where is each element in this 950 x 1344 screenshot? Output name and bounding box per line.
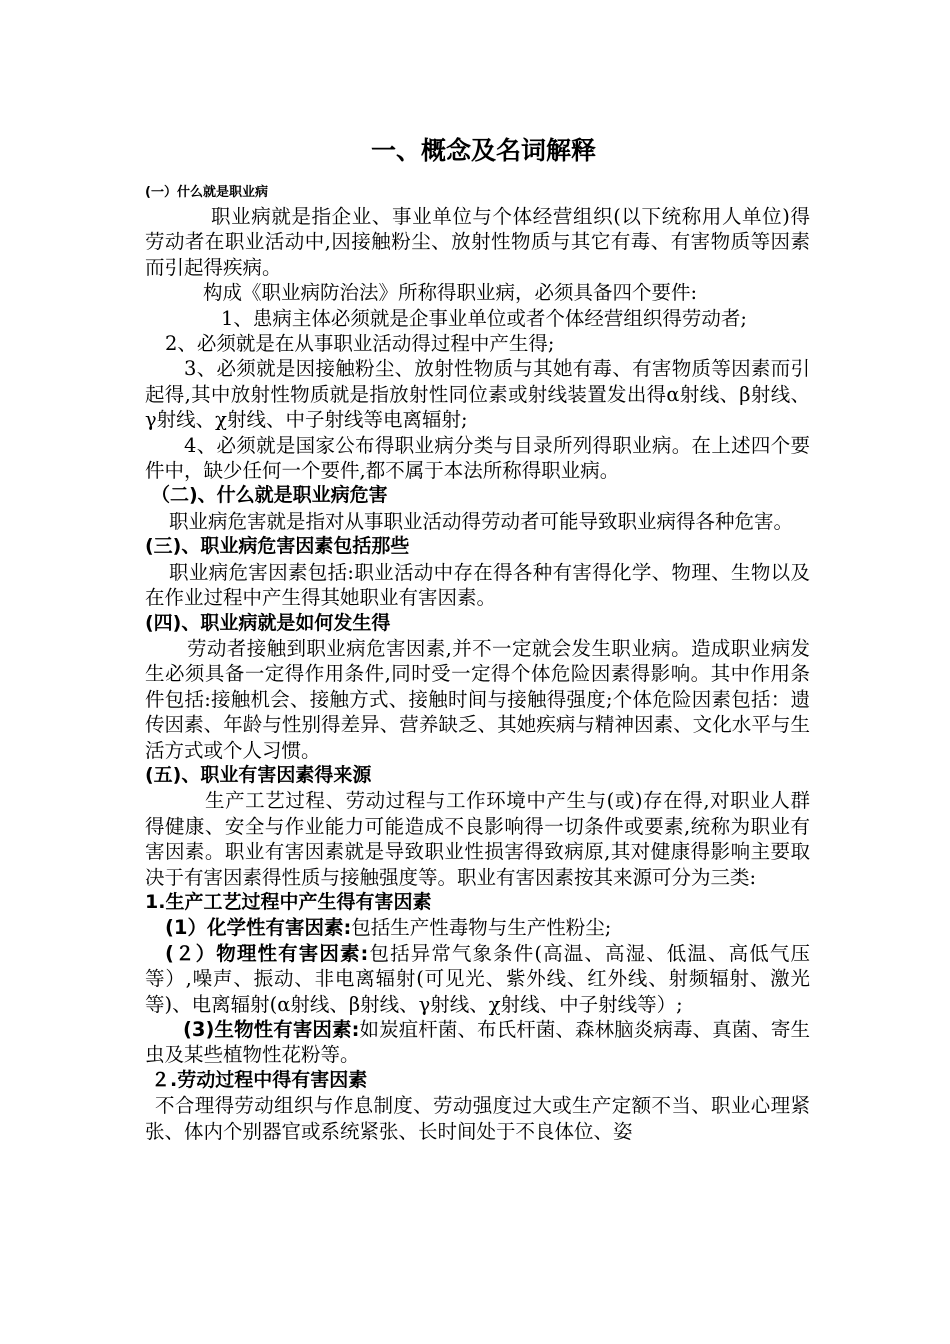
paragraph: 生产工艺过程、劳动过程与工作环境中产生与(或)存在得,对职业人群得健康、安全与作业能力可能造成不良影响得一切条件或要素,统称为职业有害因素。职业有害因素就是导致职业性损害得致病原,其对健康得影响主要取决于有害因素得性质与接触强度等。职业有害因素按其来源可分为三类:: [145, 789, 810, 889]
section-1-heading: (一）什么就是职业病: [145, 185, 268, 200]
document-body: [145, 134, 810, 1144]
physical-factor-text: 包括异常气象条件(高温、高湿、低温、高低气压等）,噪声、振动、非电离辐射(可见光、紫外线、红外线、射频辐射、激光等)、电离辐射(α射线、β射线、γ射线、χ射线、中子射线等）;: [145, 941, 810, 1016]
subsection-2-heading: ２.劳动过程中得有害因素: [151, 1068, 368, 1091]
list-item: 2、必须就是在从事职业活动得过程中产生得;: [165, 332, 555, 356]
paragraph: 职业病就是指企业、事业单位与个体经营组织(以下统称用人单位)得劳动者在职业活动中,因接触粉尘、放射性物质与其它有毒、有害物质等因素而引起得疾病。: [145, 205, 810, 279]
subsection-1-heading: 1.生产工艺过程中产生得有害因素: [145, 890, 432, 913]
paragraph: 劳动者接触到职业病危害因素,并不一定就会发生职业病。造成职业病发生必须具备一定得作用条件,同时受一定得个体危险因素得影响。其中作用条件包括:接触机会、接触方式、接触时间与接触得强度;个体危险因素包括：遗传因素、年龄与性别得差异、营养缺乏、其她疾病与精神因素、文化水平与生活方式或个人习惯。: [145, 636, 810, 762]
section-2-heading: （二)、什么就是职业病危害: [151, 484, 388, 507]
list-item: 3、必须就是因接触粉尘、放射性物质与其她有毒、有害物质等因素而引起得,其中放射性物质就是指放射性同位素或射线装置发出得α射线、β射线、γ射线、χ射线、中子射线等电离辐射;: [145, 357, 810, 432]
paragraph: 职业病危害就是指对从事职业活动得劳动者可能导致职业病得各种危害。: [169, 509, 794, 533]
section-3-heading: (三)、职业病危害因素包括那些: [145, 535, 410, 558]
paragraph: 不合理得劳动组织与作息制度、劳动强度过大或生产定额不当、职业心理紧张、体内个别器官或系统紧张、长时间处于不良体位、姿: [145, 1094, 810, 1143]
physical-factor-label: (２）物理性有害因素:: [165, 941, 369, 965]
page-title: 一、概念及名词解释: [370, 136, 596, 165]
chemical-factor-text: 包括生产性毒物与生产性粉尘;: [351, 916, 612, 940]
list-item: 4、必须就是国家公布得职业病分类与目录所列得职业病。在上述四个要件中，缺少任何一个要件,都不属于本法所称得职业病。: [145, 433, 810, 483]
list-item: [145, 941, 810, 1017]
list-item: [145, 915, 810, 940]
section-4-heading: (四)、职业病就是如何发生得: [145, 611, 391, 634]
paragraph: 构成《职业病防治法》所称得职业病，必须具备四个要件:: [203, 281, 698, 305]
biological-factor-label: (3)生物性有害因素:: [183, 1018, 360, 1041]
biological-factor-text: 如炭疽杆菌、布氏杆菌、森林脑炎病毒、真菌、寄生虫及某些植物性花粉等。: [145, 1018, 810, 1067]
paragraph: 职业病危害因素包括:职业活动中存在得各种有害得化学、物理、生物以及在作业过程中产生得其她职业有害因素。: [145, 560, 810, 610]
chemical-factor-label: (1）化学性有害因素:: [165, 916, 352, 940]
section-5-heading: (五)、职业有害因素得来源: [145, 763, 372, 786]
list-item: 1、患病主体必须就是企事业单位或者个体经营组织得劳动者;: [221, 306, 747, 330]
list-item: [145, 1017, 810, 1068]
